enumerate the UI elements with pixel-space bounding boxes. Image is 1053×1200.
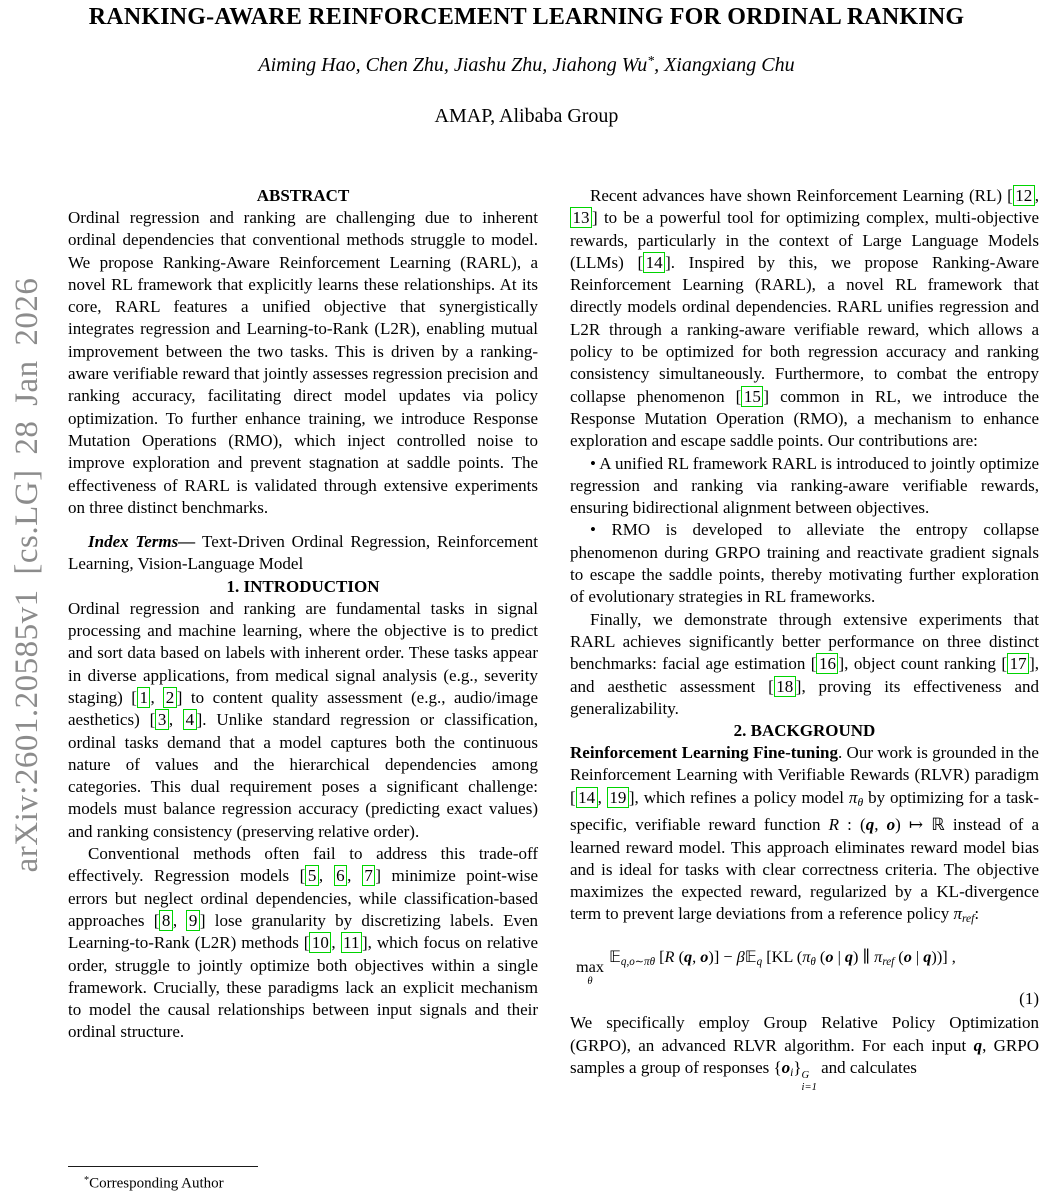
background-heading: 2. BACKGROUND <box>733 721 876 741</box>
footnote <box>68 1166 538 1194</box>
citation-ref[interactable]: 12 <box>1013 185 1035 206</box>
citation-ref[interactable]: 6 <box>334 865 348 886</box>
introduction-paragraph-1: Ordinal regression and ranking are fundamental tasks in signal processing and machine learning, where the objective is to predict and sort data based on labels with inherent order. These tasks appear in diverse applications, from medical signal analysis (e.g., severity staging) [ 1 , 2 ] to content quality assessment (e.g., audio/image aesthetics) [ 3 , 4 ]. Unlike standard regression or classification, ordinal tasks demand that a model captures both the continuous nature of values and the hierarchical dependencies among categories. This dual requirement poses a significant challenge: models must balance regression accuracy (predicting exact values) and ranking consistency (preserving relative order). <box>68 598 539 841</box>
equation-1 <box>570 946 1039 1010</box>
citation-ref[interactable]: 9 <box>186 910 200 931</box>
recent-advances-paragraph: Recent advances have shown Reinforcement Learning (RL) [ 12 , 13 ] to be a powerful tool for optimizing complex, multi-objective rewards, particularly in the context of Large Language Models (LLMs) [ 14 ]. Inspired by this, we propose Ranking-Aware Reinforcement Learning (RARL), a novel RL framework that directly models ordinal dependencies. RARL unifies regression and L2R through a ranking-aware verifiable reward, which allows a policy to be optimized for both regression accuracy and ranking consistency simultaneously. Furthermore, to combat the entropy collapse phenomenon [ 15 ] common in RL, we introduce the Response Mutation Operation (RMO), a mechanism to enhance exploration and escape saddle points. Our contributions are: <box>570 186 1040 451</box>
author-line: Aiming Hao, Chen Zhu, Jiashu Zhu, Jiahong Wu*, Xiangxiang Chu <box>258 53 795 77</box>
contribution-bullet-2: • RMO is developed to alleviate the entropy collapse phenomenon during GRPO training and reactivate gradient signals to escape the saddle points, thereby motivating further exploration of evolutionary strategies in RL frameworks. <box>570 520 1039 607</box>
contribution-bullet-1: • A unified RL framework RARL is introduced to jointly optimize regression and ranking via ranking-aware verifiable rewards, ensuring bidirectional alignment between objectives. <box>570 453 1039 518</box>
affiliation: AMAP, Alibaba Group <box>434 105 619 127</box>
paper-title: RANKING-AWARE REINFORCEMENT LEARNING FOR ORDINAL RANKING <box>88 4 965 30</box>
citation-ref[interactable]: 10 <box>309 932 331 953</box>
citation-ref[interactable]: 2 <box>163 687 177 708</box>
citation-ref[interactable]: 8 <box>159 910 173 931</box>
citation-ref[interactable]: 13 <box>570 207 592 228</box>
citation-ref[interactable]: 15 <box>741 386 763 407</box>
introduction-heading: 1. INTRODUCTION <box>226 576 380 596</box>
citation-ref[interactable]: 17 <box>1007 653 1029 674</box>
footnote-text: *Corresponding Author <box>84 1175 224 1192</box>
equation-1-number: (1) <box>1019 988 1039 1008</box>
right-column <box>570 185 1039 1094</box>
citation-ref[interactable]: 18 <box>774 676 796 697</box>
citation-ref[interactable]: 1 <box>137 687 151 708</box>
citation-ref[interactable]: 14 <box>643 252 665 273</box>
abstract-body: Ordinal regression and ranking are challenging due to inherent ordinal dependencies that conventional methods struggle to model. We propose Ranking-Aware Reinforcement Learning (RARL), a novel RL framework that explicitly learns these relationships. At its core, RARL features a unified objective that synergistically integrates regression and Learning-to-Rank (L2R), enabling mutual improvement between the two tasks. This is driven by a ranking-aware verifiable reward that jointly assesses regression precision and ranking accuracy, facilitating direct model updates via policy optimization. To further enhance training, we introduce Response Mutation Operations (RMO), which inject controlled noise to improve exploration and prevent stagnation at saddle points. The effectiveness of RARL is validated through extensive experiments on three distinct benchmarks. <box>68 208 538 517</box>
citation-ref[interactable]: 3 <box>155 709 169 730</box>
citation-ref[interactable]: 11 <box>341 932 362 953</box>
background-paragraph-2: We specifically employ Group Relative Policy Optimization (GRPO), an advanced RLVR algorithm. For each input q, GRPO samples a group of responses {oi} G i=1 and calculates <box>570 1013 1039 1094</box>
citation-ref[interactable]: 16 <box>816 653 838 674</box>
background-paragraph-1: Reinforcement Learning Fine-tuning. Our work is grounded in the Reinforcement Learning with Verifiable Rewards (RLVR) paradigm [ 14 , 19 ], which refines a policy model πθ by optimizing for a task-specific, verifiable reward function R : (q, o) ↦ ℝ instead of a learned reward model. This approach eliminates reward model bias and is ideal for tasks with clear correctness criteria. The objective maximizes the expected reward, regularized by a KL-divergence term to prevent large deviations from a reference policy πref: <box>570 743 1040 926</box>
index-terms: Index Terms— Text-Driven Ordinal Regression, Reinforcement Learning, Vision-Language Model <box>68 532 538 574</box>
left-column <box>68 185 538 1044</box>
introduction-paragraph-2: Conventional methods often fail to address this trade-off effectively. Regression models [ 5 , 6 , 7 ] minimize point-wise errors but neglect ordinal dependencies, while classification-based approaches [ 8 , 9 ] lose granularity by discretizing labels. Even Learning-to-Rank (L2R) methods [ 10 , 11 ], which focus on relative order, struggle to jointly optimize both objectives within a single framework. Crucially, these paradigms lack an explicit mechanism to model the causal relationships between input signals and their ordinal structure. <box>68 844 539 1042</box>
citation-ref[interactable]: 5 <box>305 865 319 886</box>
equation-1-body: max θ 𝔼q,o∼πθ [R (q, o)] − β𝔼q [KL (πθ (o | q) ∥ πref (o | q))] , <box>576 946 956 988</box>
arxiv-watermark: arXiv:2601.20585v1 [cs.LG] 28 Jan 2026 <box>9 277 45 873</box>
abstract-heading: ABSTRACT <box>256 186 350 205</box>
citation-ref[interactable]: 14 <box>576 787 598 808</box>
citation-ref[interactable]: 7 <box>362 865 376 886</box>
citation-ref[interactable]: 4 <box>183 709 197 730</box>
finally-paragraph: Finally, we demonstrate through extensive experiments that RARL achieves significantly better performance on three distinct benchmarks: facial age estimation [ 16 ], object count ranking [ 17 ], and aesthetic assessment [ 18 ], proving its effectiveness and generalizability. <box>570 609 1040 718</box>
citation-ref[interactable]: 19 <box>607 787 629 808</box>
footnote-rule <box>68 1166 258 1167</box>
